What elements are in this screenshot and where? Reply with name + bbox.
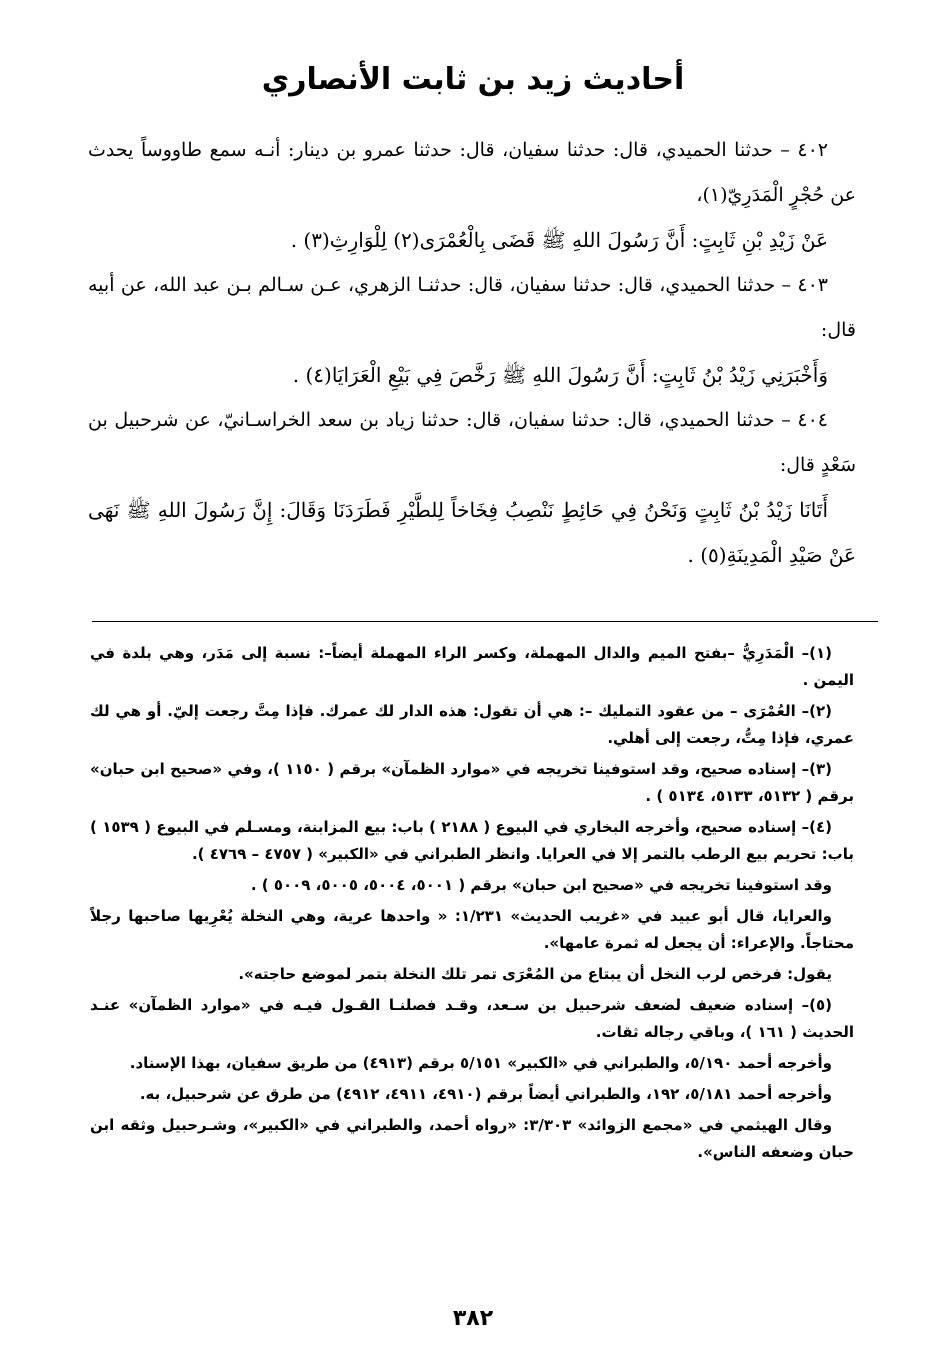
footnote-4-araya-continued: يقول: فرخص لرب النخل أن يبتاع من المُعْرَى تمر تلك النخلة بتمر لموضع حاجته». [238, 965, 832, 983]
footnote-1: (١)– الْمَدَرِيُّ –بفتح الميم والدال المهملة، وكسر الراء المهملة أيضاً–: نسبة إلى مَدَر، وهي بلدة في اليمن . [90, 644, 854, 689]
footnote-divider [92, 621, 878, 622]
page-number: ٣٨٢ [452, 1306, 494, 1331]
footnote-5-continued-3: وقال الهيثمي في «مجمع الزوائد» ٣/٣٠٣: «رواه أحمد، والطبراني في «الكبير»، وشـرحبيل وثقه ابن حبان وضعفه الناس». [90, 1116, 854, 1161]
footnote-4-continued: وقد استوفينا تخريجه في «صحيح ابن حبان» برقم ( ٥٠٠١، ٥٠٠٤، ٥٠٠٥، ٥٠٠٩ ) . [250, 876, 832, 894]
page-title: أحاديث زيد بن ثابت الأنصاري [261, 62, 685, 97]
footnote-2: (٢)– العُمْرَى – من عقود التمليك –: هي أن تقول: هذه الدار لك عمرك. فإذا مِتَّ رجعت إليّ. أو هي لك عمري، فإذا مِتُّ، رجعت إلى أهلي. [90, 702, 854, 747]
footnote-5-continued-2: وأخرجه أحمد ٥/١٨١، ١٩٢، والطبراني أيضاً برقم (٤٩١٠، ٤٩١١، ٤٩١٢) من طرق عن شرحبيل، به. [139, 1085, 832, 1103]
hadith-404-matn: أَتَانَا زَيْدُ بْنُ ثَابِتٍ وَنَحْنُ فِي حَائِطٍ نَنْصِبُ فِخَاخاً لِلطَّيْرِ فَطَرَدَنَا وَقَالَ: إِنَّ رَسُولَ اللهِ ﷺ نَهَى عَنْ صَيْدِ الْمَدِينَةِ(٥) . [88, 498, 856, 567]
footnote-4: (٤)– إسناده صحيح، وأخرجه البخاري في البيوع ( ٢١٨٨ ) باب: بيع المزابنة، ومسـلم في البيوع ( ١٥٣٩ ) باب: تحريم بيع الرطب بالتمر إلا في العرايا. وانظر الطبراني في «الكبير» ( ٤٧٥٧ – ٤٧٦٩ ). [90, 818, 854, 863]
footnote-5: (٥)– إسناده ضعيف لضعف شرحبيل بن سـعد، وقـد فصلنـا القـول فيـه في «موارد الظمآن» عنـد الحديث ( ١٦١ )، وباقي رجاله ثقات. [90, 996, 854, 1041]
hadith-403-isnad: ٤٠٣ – حدثنا الحميدي، قال: حدثنا سفيان، قال: حدثنـا الزهري، عـن سـالم بـن عبد الله، عن أبيه قال: [88, 274, 856, 341]
footnotes [90, 640, 854, 1170]
hadith-402-isnad: ٤٠٢ – حدثنا الحميدي، قال: حدثنا سفيان، قال: حدثنا عمرو بن دينار: أنـه سمع طاووساً يحدث عن حُجْرٍ الْمَدَرِيّ(١)، [88, 139, 856, 206]
hadith-402-matn: عَنْ زَيْدِ بْنِ ثَابِتٍ: أَنَّ رَسُولَ اللهِ ﷺ قَضَى بِالْعُمْرَى(٢) لِلْوَارِثِ(٣) . [290, 228, 828, 252]
footnote-5-continued-1: وأخرجه أحمد ٥/١٩٠، والطبراني في «الكبير» ٥/١٥١ برقم (٤٩١٣) من طريق سفيان، بهذا الإسناد. [129, 1054, 832, 1072]
hadith-404-isnad: ٤٠٤ – حدثنا الحميدي، قال: حدثنا سفيان، قال: حدثنا زياد بن سعد الخراسـانيّ، عن شرحبيل بن سَعْدٍ قال: [88, 409, 856, 476]
hadith-403-matn: وَأَخْبَرَنِي زَيْدُ بْنُ ثَابِتٍ: أَنَّ رَسُولَ اللهِ ﷺ رَخَّصَ فِي بَيْعِ الْعَرَايَا(٤) . [292, 363, 828, 387]
hadith-body [88, 128, 856, 578]
footnote-4-araya: والعرايا، قال أبو عبيد في «غريب الحديث» ١/٢٣١: « واحدها عرية، وهي النخلة يُعْرِيها صاحبها رجلاً محتاجاً. والإعراء: أن يجعل له ثمرة عامها». [90, 907, 854, 952]
footnote-3: (٣)– إسناده صحيح، وقد استوفينا تخريجه في «موارد الظمآن» برقم ( ١١٥٠ )، وفي «صحيح ابن حبان» برقم ( ٥١٣٢، ٥١٣٣، ٥١٣٤ ) . [90, 760, 854, 805]
